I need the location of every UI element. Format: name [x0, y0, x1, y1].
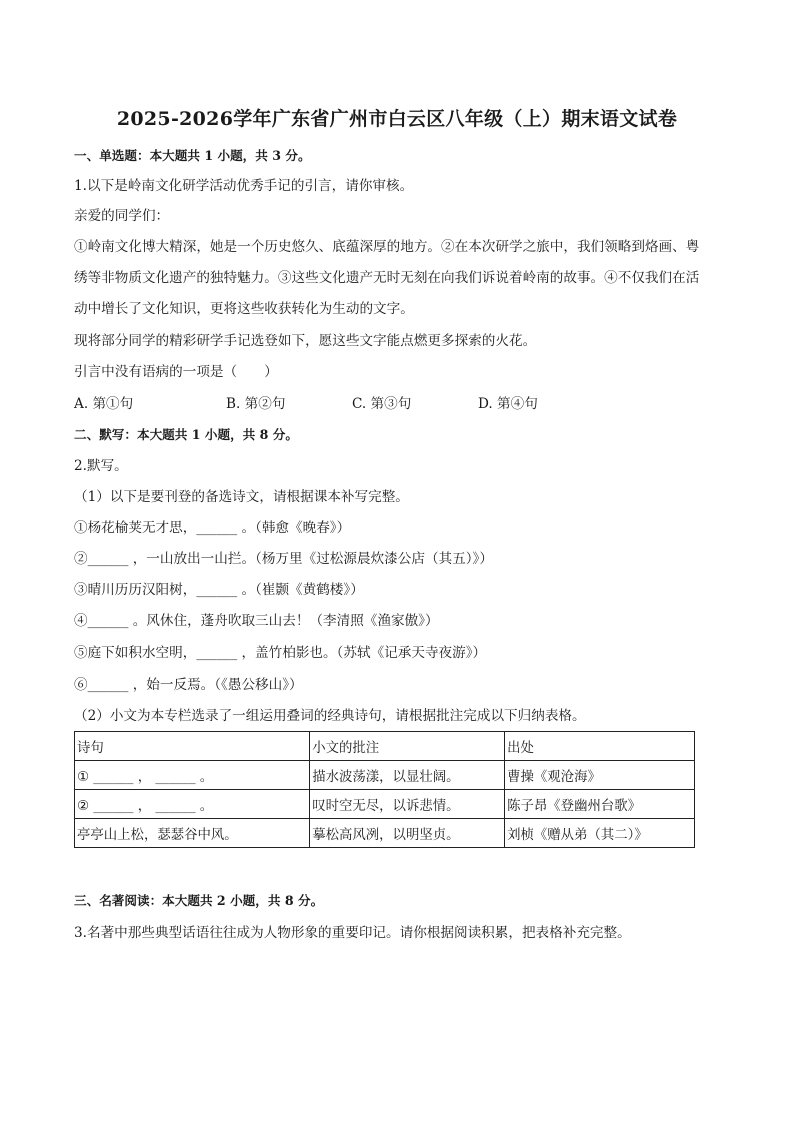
option-d[interactable]: D. 第④句 [478, 396, 538, 412]
table-row [75, 819, 695, 848]
table-cell: ② ______ ， ______ 。 [75, 790, 310, 819]
q2-item-4: ④______ 。风休住，蓬舟吹取三山去！（李清照《渔家傲》） [74, 613, 439, 629]
table-row [75, 790, 695, 819]
section2-header: 二、默写：本大题共 1 小题，共 8 分。 [74, 427, 298, 442]
q1-question: 引言中没有语病的一项是（ ） [74, 364, 278, 380]
table-cell: 摹松高风冽，以明坚贞。 [310, 819, 505, 848]
table-cell: 陈子昂《登幽州台歌》 [505, 790, 695, 819]
q1-para2: 现将部分同学的精彩研学手记选登如下，愿这些文字能点燃更多探索的火花。 [74, 333, 537, 349]
q2-item-3: ③晴川历历汉阳树，______ 。（崔颢《黄鹤楼》） [74, 582, 364, 598]
table-header-cell: 出处 [505, 732, 695, 761]
q1-greeting: 亲爱的同学们： [74, 208, 170, 224]
q2-item-6: ⑥______ ，始一反焉。（《愚公移山》） [74, 677, 303, 693]
poem-table [74, 731, 695, 848]
option-c[interactable]: C. 第③句 [352, 396, 412, 412]
q3-stem: 3.名著中那些典型话语往往成为人物形象的重要印记。请你根据阅读积累，把表格补充完整。 [74, 925, 631, 941]
table-cell: 曹操《观沧海》 [505, 761, 695, 790]
table-header-row [75, 732, 695, 761]
option-b[interactable]: B. 第②句 [226, 396, 286, 412]
q2-sub2: （2）小文为本专栏选录了一组运用叠词的经典诗句，请根据批注完成以下归纳表格。 [74, 708, 586, 724]
section3-header: 三、名著阅读：本大题共 2 小题，共 8 分。 [74, 893, 324, 908]
option-a[interactable]: A. 第①句 [74, 396, 134, 412]
table-cell: 叹时空无尽，以诉悲情。 [310, 790, 505, 819]
q2-item-5: ⑤庭下如积水空明，______ ，盖竹柏影也。（苏轼《记承天寺夜游》） [74, 645, 487, 661]
q1-para1-line1: ①岭南文化博大精深，她是一个历史悠久、底蕴深厚的地方。②在本次研学之旅中，我们领略到烙画、粤 [74, 239, 700, 255]
table-cell: 刘桢《赠从弟（其二）》 [505, 819, 695, 848]
table-cell: 亭亭山上松，瑟瑟谷中风。 [75, 819, 310, 848]
q2-stem: 2.默写。 [74, 458, 128, 474]
q2-sub1: （1）以下是要刊登的备选诗文，请根据课本补写完整。 [74, 489, 409, 505]
q1-stem: 1.以下是岭南文化研学活动优秀手记的引言，请你审核。 [74, 178, 414, 194]
section1-header: 一、单选题：本大题共 1 小题，共 3 分。 [74, 148, 311, 163]
table-cell: ① ______ ， ______ 。 [75, 761, 310, 790]
table-cell: 描水波荡漾，以显壮阔。 [310, 761, 505, 790]
q1-para1-line2: 绣等非物质文化遗产的独特魅力。③这些文化遗产无时无刻在向我们诉说着岭南的故事。④不仅我们在活 [74, 270, 700, 286]
exam-title: 2025-2026学年广东省广州市白云区八年级（上）期末语文试卷 [116, 108, 678, 130]
table-header-cell: 小文的批注 [310, 732, 505, 761]
q2-item-1: ①杨花榆荚无才思，______ 。（韩愈《晚春》） [74, 520, 351, 536]
q1-para1-line3: 动中增长了文化知识，更将这些收获转化为生动的文字。 [74, 301, 414, 317]
table-row [75, 761, 695, 790]
q2-item-2: ②______ ，一山放出一山拦。（杨万里《过松源晨炊漆公店（其五）》） [74, 551, 493, 567]
table-header-cell: 诗句 [75, 732, 310, 761]
